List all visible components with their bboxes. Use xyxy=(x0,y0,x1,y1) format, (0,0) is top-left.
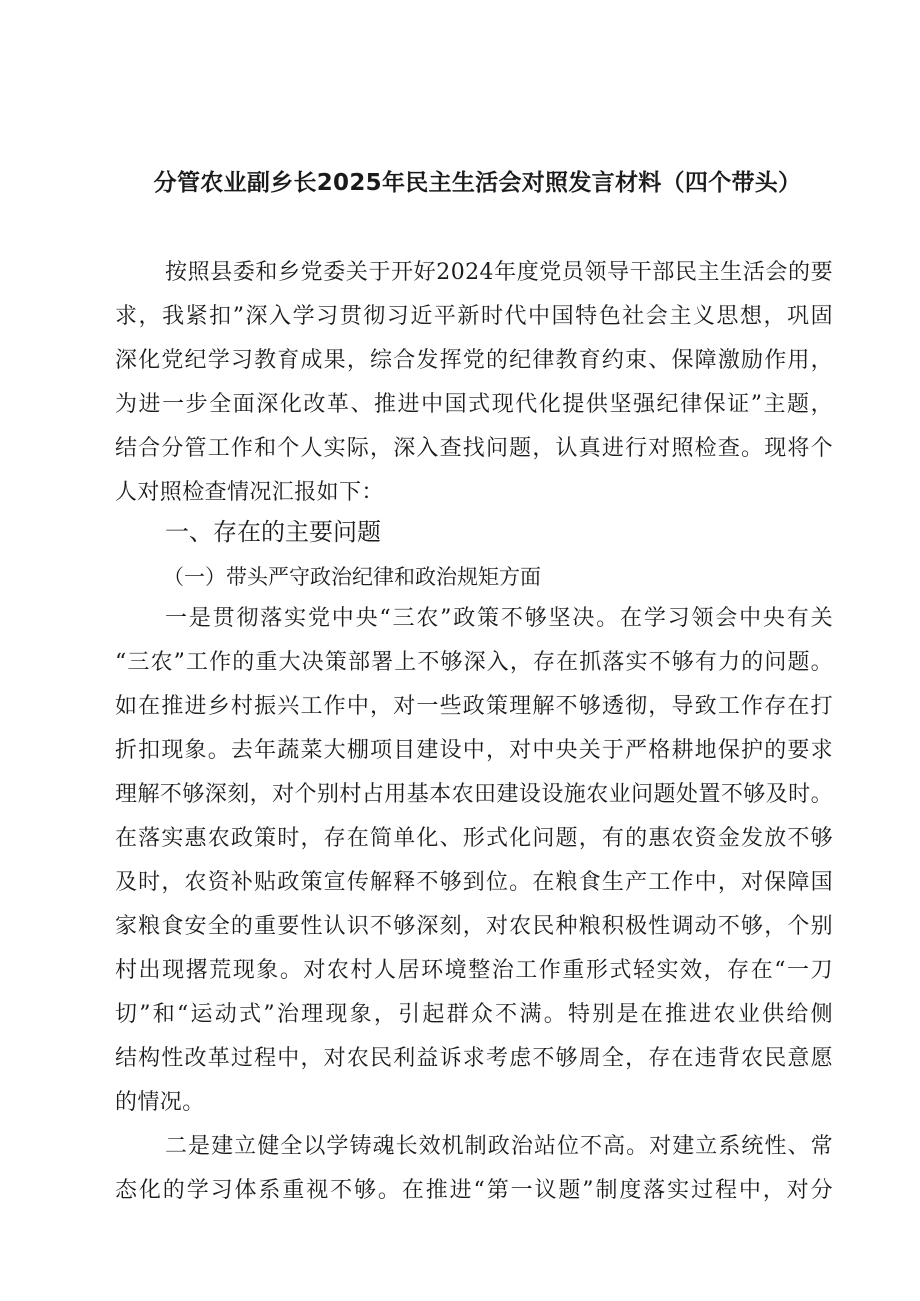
paragraph-line: 一是贯彻落实党中央“三农”政策不够坚决。在学习领会中央有关 xyxy=(165,606,833,631)
paragraph-line: 结构性改革过程中，对农民利益诉求考虑不够周全，存在违背农民意愿 xyxy=(115,1046,833,1071)
paragraph-line: 村出现撂荒现象。对农村人居环境整治工作重形式轻实效，存在“一刀 xyxy=(115,958,833,983)
paragraph-line: 在落实惠农政策时，存在简单化、形式化问题，有的惠农资金发放不够 xyxy=(115,826,833,851)
paragraph-line: 折扣现象。去年蔬菜大棚项目建设中，对中央关于严格耕地保护的要求 xyxy=(115,738,833,763)
paragraph-2 xyxy=(115,1125,833,1213)
paragraph-line: 切”和“运动式”治理现象，引起群众不满。特别是在推进农业供给侧 xyxy=(115,1002,833,1027)
intro-line: 按照县委和乡党委关于开好2024年度党员领导干部民主生活会的要 xyxy=(165,260,833,285)
section-heading: 一、存在的主要问题 xyxy=(165,518,381,546)
paragraph-1 xyxy=(115,597,833,1125)
intro-line: 为进一步全面深化改革、推进中国式现代化提供坚强纪律保证”主题， xyxy=(115,392,833,417)
paragraph-line: 家粮食安全的重要性认识不够深刻，对农民种粮积极性调动不够，个别 xyxy=(115,914,833,939)
paragraph-line: 及时，农资补贴政策宣传解释不够到位。在粮食生产工作中，对保障国 xyxy=(115,870,833,895)
document-title: 分管农业副乡长2025年民主生活会对照发言材料（四个带头） xyxy=(153,170,802,196)
paragraph-line: 如在推进乡村振兴工作中，对一些政策理解不够透彻，导致工作存在打 xyxy=(115,694,833,719)
paragraph-line: 理解不够深刻，对个别村占用基本农田建设设施农业问题处置不够及时。 xyxy=(115,782,833,807)
intro-line: 结合分管工作和个人实际，深入查找问题，认真进行对照检查。现将个 xyxy=(115,436,833,461)
paragraph-line: “三农”工作的重大决策部署上不够深入，存在抓落实不够有力的问题。 xyxy=(115,650,833,675)
intro-line: 求，我紧扣”深入学习贯彻习近平新时代中国特色社会主义思想，巩固 xyxy=(115,304,833,329)
intro-line: 人对照检查情况汇报如下： xyxy=(115,480,384,505)
paragraph-line: 态化的学习体系重视不够。在推进“第一议题”制度落实过程中，对分 xyxy=(115,1178,833,1203)
intro-paragraph xyxy=(115,251,833,515)
subsection-heading: （一）带头严守政治纪律和政治规矩方面 xyxy=(163,565,541,589)
paragraph-line: 二是建立健全以学铸魂长效机制政治站位不高。对建立系统性、常 xyxy=(165,1134,833,1159)
paragraph-line: 的情况。 xyxy=(115,1090,205,1115)
intro-line: 深化党纪学习教育成果，综合发挥党的纪律教育约束、保障激励作用， xyxy=(115,348,833,373)
